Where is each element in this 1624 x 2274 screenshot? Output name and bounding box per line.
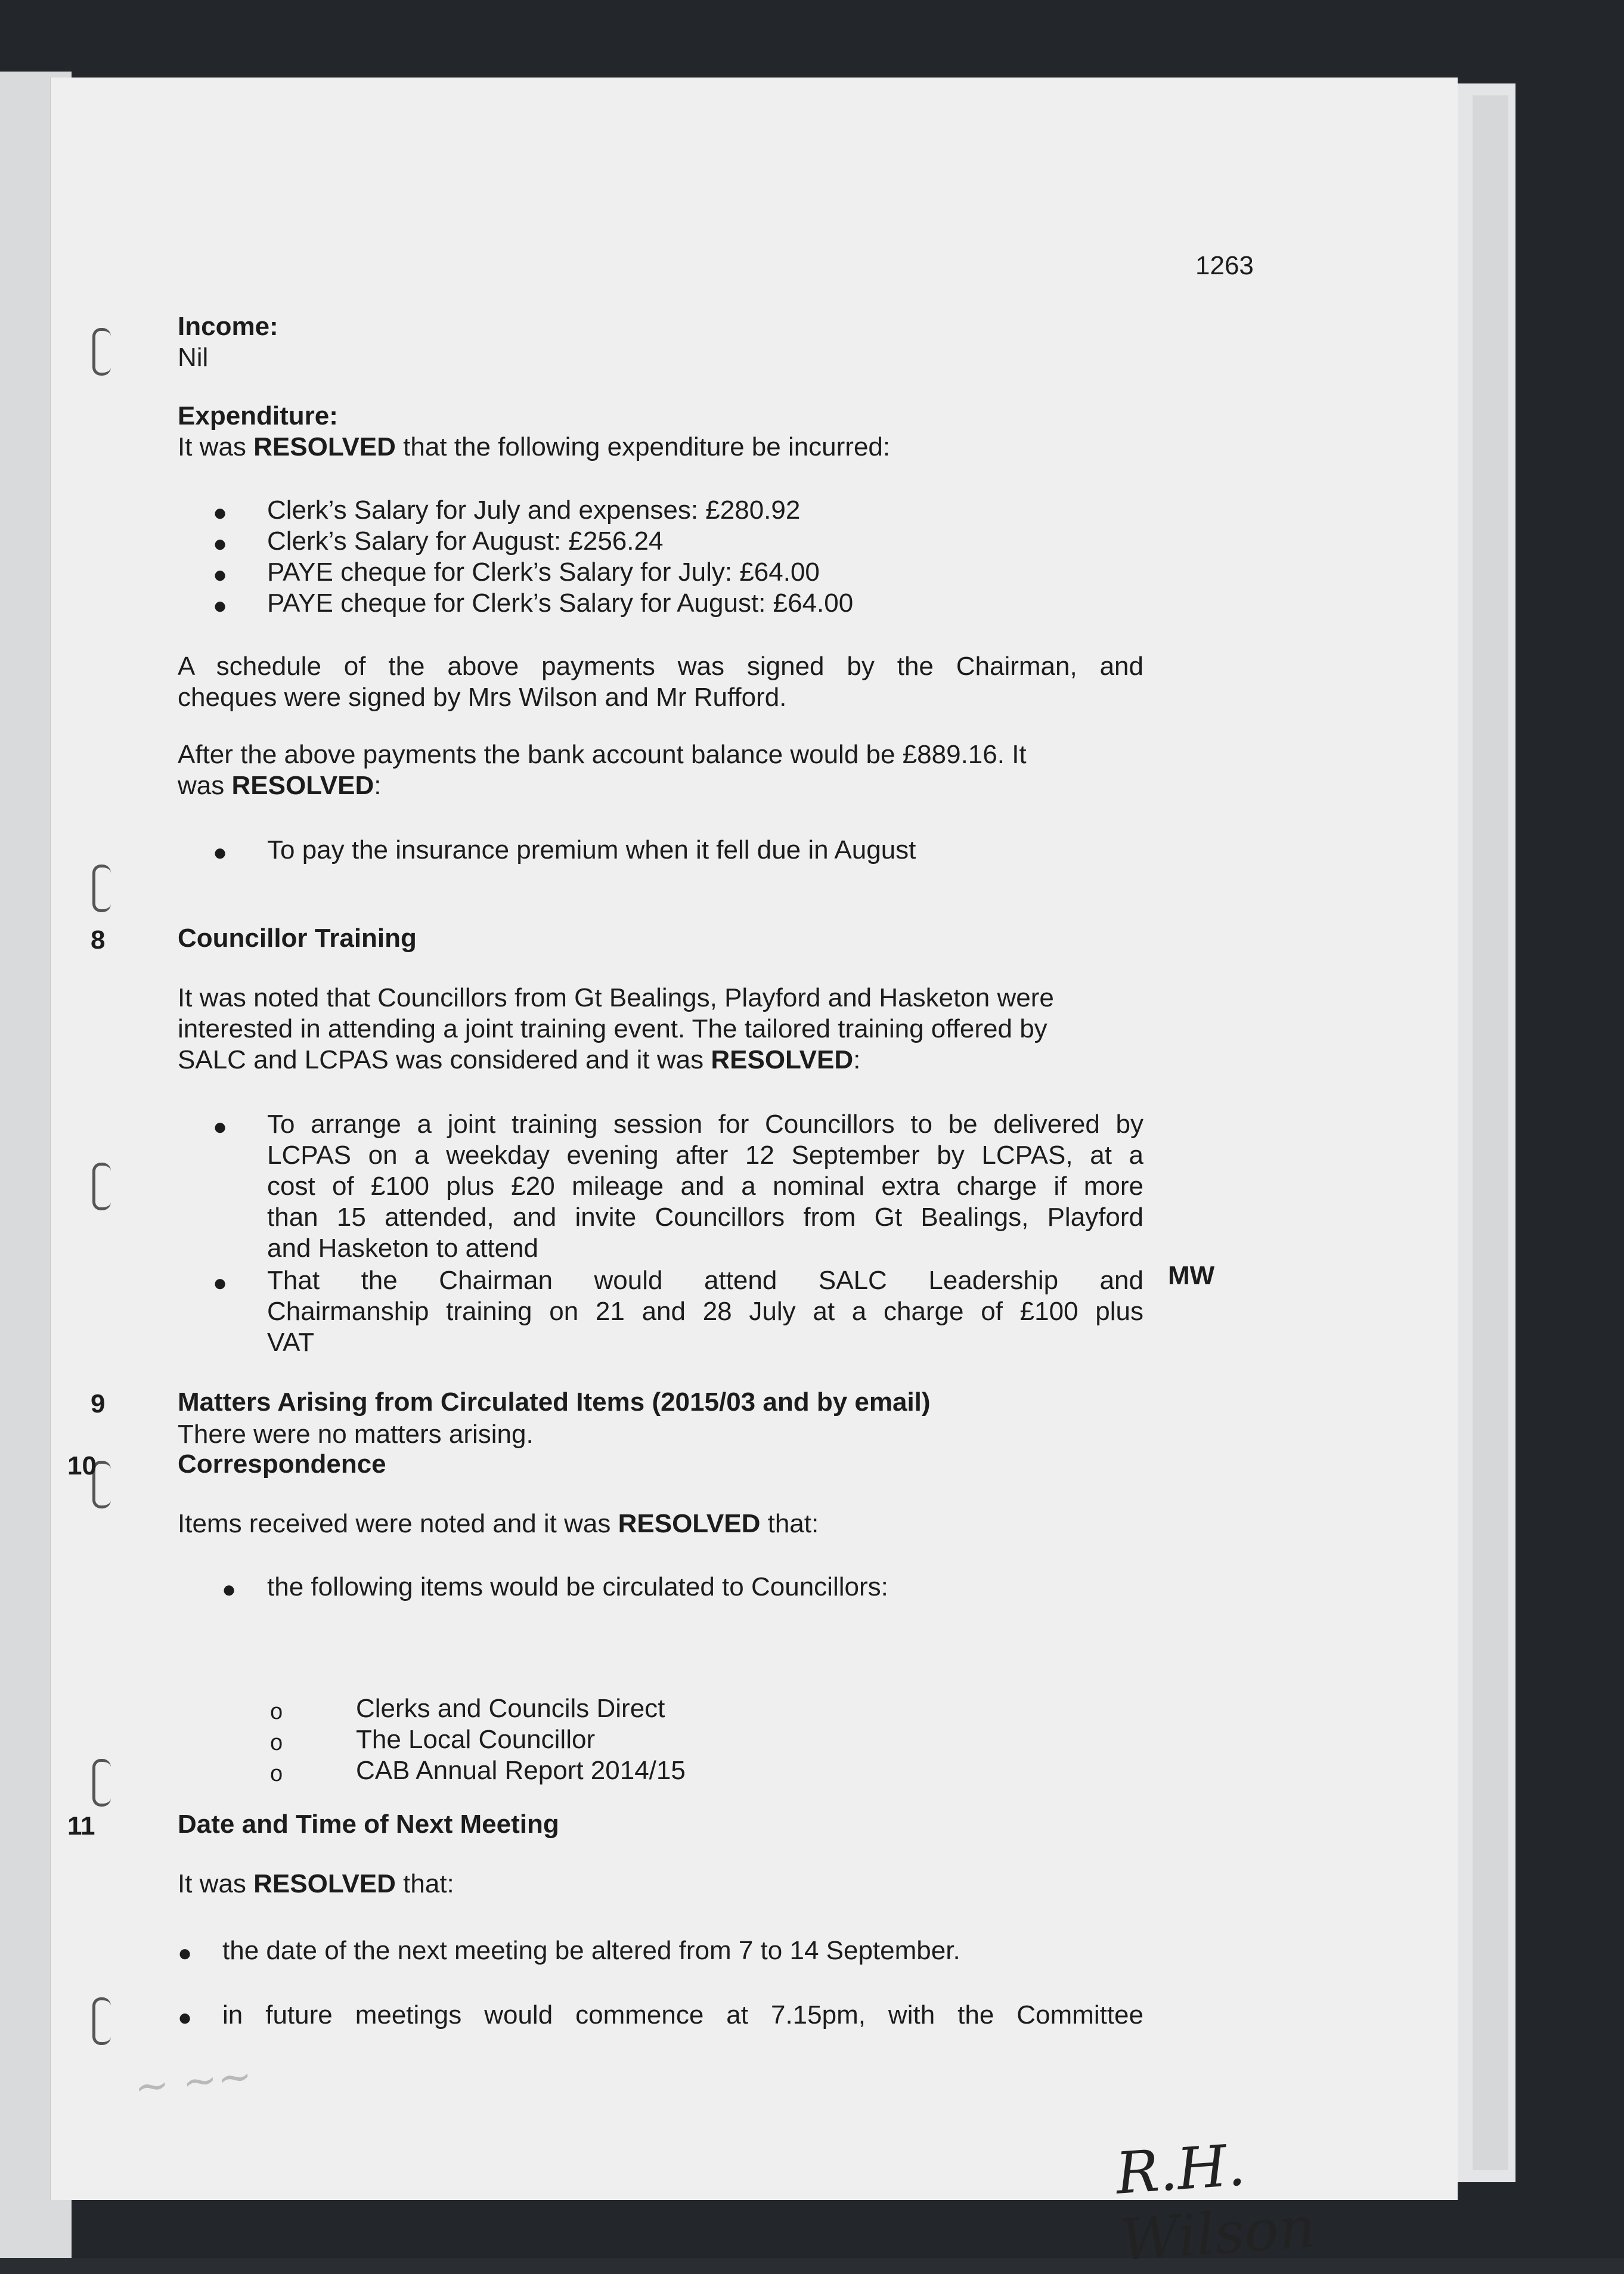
circle-bullet-icon: o [270,1730,283,1755]
item-text: There were no matters arising. [178,1420,534,1449]
item-title: Date and Time of Next Meeting [178,1810,559,1839]
income-value: Nil [178,343,209,372]
balance-resolved-line: was RESOLVED: [178,771,382,800]
bullet-icon: ● [213,593,228,619]
chairman-signature: R.H. Wilson [1113,2132,1318,2274]
meeting-resolved-line: It was RESOLVED that: [178,1869,454,1898]
paragraph-line: It was noted that Councillors from Gt Bealings, Playford and Hasketon were [178,983,1054,1012]
bullet-line: VAT [267,1328,315,1357]
expenditure-item: PAYE cheque for Clerk’s Salary for August: £64.00 [267,588,854,618]
circle-bullet-icon: o [270,1699,283,1724]
item-number: 10 [67,1451,97,1480]
income-heading: Income: [178,312,278,341]
expenditure-item: Clerk’s Salary for August: £256.24 [267,526,664,556]
expenditure-heading: Expenditure: [178,401,338,430]
schedule-line: cheques were signed by Mrs Wilson and Mr Rufford. [178,683,787,712]
item-number: 8 [91,925,106,955]
bullet-icon: ● [178,1940,193,1966]
training-resolved-line: SALC and LCPAS was considered and it was RESOLVED: [178,1045,861,1074]
binder-ring-icon [92,1997,111,2045]
bullet-line: and Hasketon to attend [267,1234,538,1263]
page-number: 1263 [1195,251,1254,280]
show-through-signature: ~ ~~ [132,2050,255,2112]
binder-ring-icon [92,865,111,912]
bullet-icon: ● [178,2005,193,2031]
sub-item: The Local Councillor [356,1725,596,1754]
expenditure-item: Clerk’s Salary for July and expenses: £280.92 [267,495,801,525]
expenditure-resolved-line: It was RESOLVED that the following expenditure be incurred: [178,432,891,461]
bullet-line: cost of £100 plus £20 mileage and a nominal extra charge if more [267,1172,1143,1201]
bullet-line: Chairmanship training on 21 and 28 July at a charge of £100 plus [267,1297,1143,1326]
insurance-item: To pay the insurance premium when it fell due in August [267,835,916,865]
bullet-icon: ● [213,1114,228,1140]
binder-ring-icon [92,328,111,376]
item-title: Councillor Training [178,924,417,953]
balance-line: After the above payments the bank account balance would be £889.16. It [178,740,1027,769]
bullet-line: That the Chairman would attend SALC Leadership and [267,1266,1143,1295]
bullet-line: the date of the next meeting be altered from 7 to 14 September. [222,1936,960,1965]
bullet-icon: ● [213,1270,228,1296]
sub-item: Clerks and Councils Direct [356,1694,665,1723]
bullet-line: To arrange a joint training session for Councillors to be delivered by [267,1110,1143,1139]
bullet-line: in future meetings would commence at 7.15pm, with the Committee [222,2000,1143,2030]
bullet-icon: ● [213,531,228,557]
correspondence-resolved-line: Items received were noted and it was RESOLVED that: [178,1509,819,1538]
expenditure-item: PAYE cheque for Clerk’s Salary for July: £64.00 [267,557,820,587]
item-title: Correspondence [178,1449,386,1479]
binder-ring-icon [92,1163,111,1210]
document-page [50,78,1458,2274]
item-number: 11 [67,1811,95,1841]
bullet-icon: ● [222,1576,237,1603]
bullet-line: LCPAS on a weekday evening after 12 September by LCPAS, at a [267,1141,1143,1170]
bullet-line: than 15 attended, and invite Councillors from Gt Bealings, Playford [267,1203,1143,1232]
page-stack-edge-inner [1473,95,1508,2170]
sub-item: CAB Annual Report 2014/15 [356,1756,686,1785]
action-initials: MW [1168,1261,1215,1290]
item-number: 9 [91,1389,106,1418]
binder-ring-icon [92,1759,111,1807]
item-title: Matters Arising from Circulated Items (2015/03 and by email) [178,1387,931,1417]
bullet-icon: ● [213,500,228,526]
bullet-line: the following items would be circulated to Councillors: [267,1572,888,1601]
schedule-line: A schedule of the above payments was signed by the Chairman, and [178,652,1143,681]
bullet-icon: ● [213,839,228,866]
bullet-icon: ● [213,562,228,588]
paragraph-line: interested in attending a joint training event. The tailored training offered by [178,1014,1047,1043]
circle-bullet-icon: o [270,1761,283,1786]
